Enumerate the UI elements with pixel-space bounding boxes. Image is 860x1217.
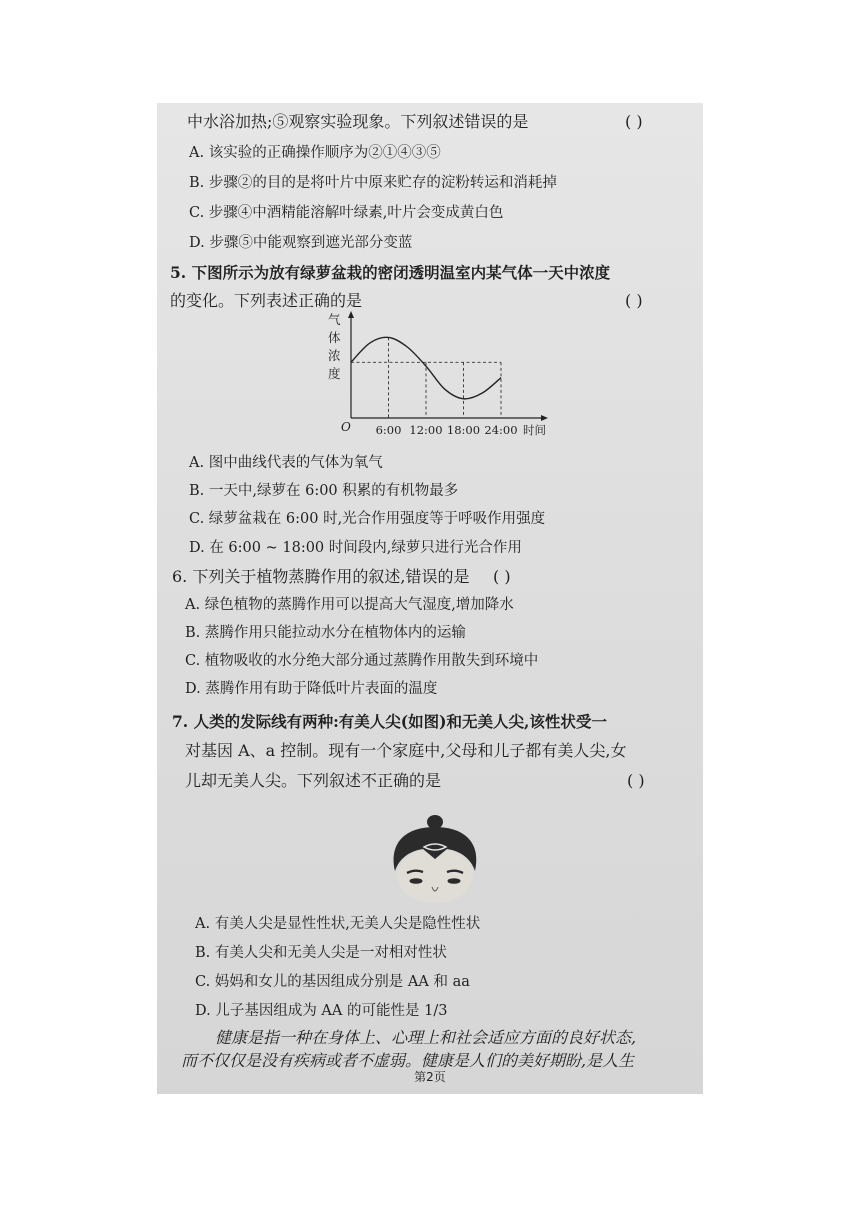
x-tick-label: 18:00 [446, 423, 481, 437]
q5-answer-paren: ( ) [625, 291, 643, 310]
y-axis-arrow [348, 311, 354, 318]
q4-stem: 中水浴加热;⑤观察实验现象。下列叙述错误的是 [187, 112, 529, 131]
x-tick-labels [376, 423, 518, 437]
q6-answer-paren: ( ) [493, 567, 511, 586]
x-tick-label: 6:00 [375, 423, 402, 437]
y-axis-label-char: 气 [328, 312, 341, 327]
q5-option-d: D. 在 6:00 ~ 18:00 时间段内,绿萝只进行光合作用 [189, 540, 522, 556]
q7-option-b: B. 有美人尖和无美人尖是一对相对性状 [195, 945, 447, 961]
q5-option-c: C. 绿萝盆栽在 6:00 时,光合作用强度等于呼吸作用强度 [189, 511, 546, 527]
q7-answer-paren: ( ) [627, 771, 645, 790]
q4-answer-paren: ( ) [625, 112, 643, 131]
y-axis-label-char: 浓 [328, 348, 341, 363]
health-passage-line2: 而不仅仅是没有疾病或者不虚弱。健康是人们的美好期盼,是人生 [181, 1051, 635, 1070]
q6-stem: 6. 下列关于植物蒸腾作用的叙述,错误的是 [172, 567, 470, 586]
y-axis-label-char: 体 [328, 330, 341, 345]
q6-option-c: C. 植物吸收的水分绝大部分通过蒸腾作用散失到环境中 [185, 653, 539, 669]
q7-option-c: C. 妈妈和女儿的基因组成分别是 AA 和 aa [195, 974, 470, 990]
y-axis-label [328, 312, 341, 381]
q4-option-b: B. 步骤②的目的是将叶片中原来贮存的淀粉转运和消耗掉 [189, 175, 557, 191]
q7-option-d: D. 儿子基因组成为 AA 的可能性是 1/3 [195, 1003, 448, 1019]
guide-lines [351, 337, 501, 418]
right-eye [448, 878, 461, 884]
q7-option-a: A. 有美人尖是显性性状,无美人尖是隐性性状 [195, 916, 481, 932]
q5-stem-line1: 5. 下图所示为放有绿萝盆栽的密闭透明温室内某气体一天中浓度 [170, 263, 611, 282]
q4-option-d: D. 步骤⑤中能观察到遮光部分变蓝 [189, 235, 413, 251]
q7-stem-line2: 对基因 A、a 控制。现有一个家庭中,父母和儿子都有美人尖,女 [185, 741, 627, 760]
x-tick-label: 12:00 [409, 423, 443, 437]
q4-option-a: A. 该实验的正确操作顺序为②①④③⑤ [189, 145, 441, 161]
y-axis-label-char: 度 [328, 366, 341, 381]
x-axis-arrow [541, 415, 548, 421]
widows-peak-face-illustration [377, 813, 497, 903]
q6-option-a: A. 绿色植物的蒸腾作用可以提高大气湿度,增加降水 [185, 597, 514, 613]
x-axis-label: 时间 [523, 423, 546, 437]
q7-stem-line1: 7. 人类的发际线有两种:有美人尖(如图)和无美人尖,该性状受一 [172, 712, 607, 731]
q4-option-c: C. 步骤④中酒精能溶解叶绿素,叶片会变成黄白色 [189, 205, 504, 221]
x-tick-label: 24:00 [484, 423, 518, 437]
q7-stem-line3: 儿却无美人尖。下列叙述不正确的是 [185, 771, 442, 790]
q5-stem-line2: 的变化。下列表述正确的是 [170, 291, 363, 310]
q5-option-b: B. 一天中,绿萝在 6:00 积累的有机物最多 [189, 483, 459, 499]
origin-label: O [341, 420, 351, 434]
q6-option-b: B. 蒸腾作用只能拉动水分在植物体内的运输 [185, 625, 466, 641]
gas-concentration-chart [305, 310, 555, 440]
scanned-page [157, 103, 703, 1094]
page-number: 第2页 [414, 1070, 446, 1084]
left-eye [410, 878, 423, 884]
q6-option-d: D. 蒸腾作用有助于降低叶片表面的温度 [185, 681, 438, 697]
q5-option-a: A. 图中曲线代表的气体为氧气 [189, 455, 383, 471]
hair-bun [427, 815, 443, 829]
health-passage-line1: 健康是指一种在身体上、心理上和社会适应方面的良好状态, [215, 1028, 637, 1047]
